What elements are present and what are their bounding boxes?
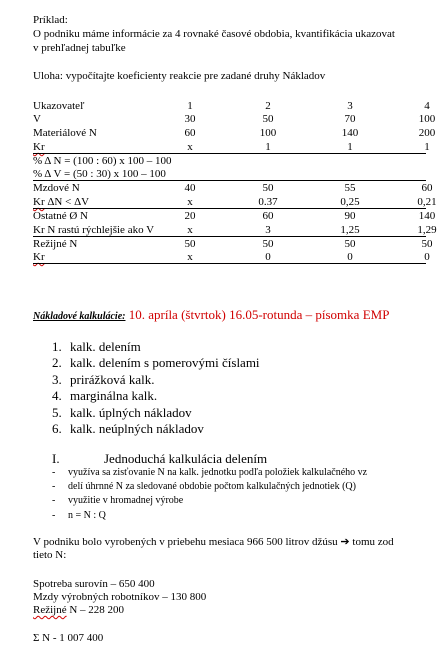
section-roman: I. [52, 451, 60, 466]
calculations-heading [33, 306, 389, 324]
section-title: Jednoduchá kalkulácia delením [104, 451, 268, 466]
table-rule [33, 236, 426, 237]
table-row-label: Kr N rastú rýchlejšie ako V [33, 224, 155, 236]
table-cell: 1 [347, 141, 353, 153]
table-cell: 30 [184, 113, 196, 125]
table-cell: 200 [418, 127, 436, 139]
method-label: prirážková kalk. [70, 371, 155, 387]
exam-note: 10. apríla (štvrtok) 16.05-rotunda – písomka EMP [125, 307, 390, 322]
table-cell: 140 [341, 127, 359, 139]
table-cell: 0,25 [340, 196, 360, 208]
spell-flag: Kr [33, 251, 45, 263]
table-cell: 50 [344, 238, 356, 250]
table-rule [33, 153, 426, 154]
table-cell: 60 [262, 210, 274, 222]
table-cell: 60 [184, 127, 196, 139]
overhead-word: Režijné [33, 604, 67, 616]
spell-flag: Kr [33, 196, 45, 208]
table-cell: 1 [424, 141, 430, 153]
table-rule [33, 208, 426, 209]
method-label: kalk. delením s pomerovými číslami [70, 355, 260, 371]
table-row-label: Režijné N [33, 238, 78, 250]
table-cell: 1,29 [417, 224, 437, 236]
intro-line-1: O podniku máme informácie za 4 rovnaké časové obdobia, kvantifikácia ukazovat [33, 28, 395, 40]
example-line-2: tieto N: [33, 549, 67, 561]
table-cell: 3 [347, 100, 353, 112]
table-row-label: Materiálové N [33, 127, 97, 139]
table-cell: x [187, 251, 193, 263]
table-row-label: % Δ V = (50 : 30) x 100 – 100 [33, 168, 166, 180]
cost-total: Σ N - 1 007 400 [33, 632, 104, 644]
table-row-label: Ostatné Ø N [33, 210, 88, 222]
cost-item-overhead: Režijné N – 228 200 [33, 604, 125, 616]
table-cell: 3 [265, 224, 271, 236]
section-bullet [52, 510, 106, 522]
table-row-label: V [33, 113, 41, 125]
task-text: Uloha: vypočítajte koeficienty reakcie pre zadané druhy Nákladov [33, 70, 326, 82]
table-cell: 70 [344, 113, 356, 125]
table-cell: 0 [424, 251, 430, 263]
section-bullet [52, 495, 183, 507]
example-line-1: V podniku bolo vyrobených v priebehu mesiaca 966 500 litrov džúsu ➔ tomu zod [33, 536, 394, 548]
table-row-label: Kr ΔN < ΔV [33, 196, 90, 208]
dash-bullet-icon: - [52, 467, 56, 478]
table-cell: 20 [184, 210, 196, 222]
method-number: 2. [52, 355, 62, 371]
dash-bullet-icon: - [52, 495, 56, 507]
table-row-label: Mzdové N [33, 182, 80, 194]
method-label: marginálna kalk. [70, 388, 158, 404]
table-cell: 2 [265, 100, 271, 112]
table-cell: x [187, 196, 193, 208]
method-label: kalk. delením [70, 339, 141, 354]
table-cell: 140 [418, 210, 436, 222]
bullet-text: delí úhrnné N za sledované obdobie počtom kalkulačných jednotiek (Q) [68, 481, 356, 493]
cost-item-materials: Spotreba surovín – 650 400 [33, 578, 155, 590]
table-cell: 50 [421, 238, 433, 250]
table-cell: 4 [424, 100, 430, 112]
table-cell: 50 [262, 182, 274, 194]
intro-line-2: v prehľadnej tabuľke [33, 42, 126, 54]
table-rule [33, 180, 426, 181]
table-cell: 55 [344, 182, 356, 194]
table-cell: x [187, 224, 193, 236]
method-item [52, 405, 192, 421]
table-cell: x [187, 141, 193, 153]
table-cell: 100 [418, 113, 436, 125]
table-cell: 100 [259, 127, 277, 139]
method-number: 4. [52, 388, 62, 404]
table-cell: 50 [184, 238, 196, 250]
method-label: kalk. úplných nákladov [70, 404, 192, 420]
table-cell: 40 [184, 182, 196, 194]
table-cell: 0,21 [417, 196, 437, 208]
dash-bullet-icon: - [52, 509, 56, 521]
table-rule [33, 263, 426, 264]
bullet-text: n = N : Q [68, 509, 106, 521]
method-item [52, 421, 204, 437]
bullet-text: využíva sa zisťovanie N na kalk. jednotku podľa položiek kalkulačného vz [68, 467, 368, 478]
method-item [52, 355, 260, 371]
table-cell: 1 [187, 100, 193, 112]
table-row-label: % Δ N = (100 : 60) x 100 – 100 [33, 155, 172, 167]
section-bullet [52, 481, 356, 493]
table-cell: 50 [262, 113, 274, 125]
method-number: 5. [52, 404, 62, 420]
table-cell: 90 [344, 210, 356, 222]
spell-flag: Kr [33, 141, 45, 153]
table-cell: 1 [265, 141, 271, 153]
table-cell: 0 [347, 251, 353, 263]
method-item [52, 339, 141, 355]
cost-item-wages: Mzdy výrobných robotníkov – 130 800 [33, 591, 207, 603]
table-cell: 1,25 [340, 224, 360, 236]
bullet-text: využitie v hromadnej výrobe [68, 495, 184, 507]
method-item [52, 372, 154, 388]
example-heading: Príklad: [33, 14, 68, 26]
method-number: 1. [52, 339, 62, 354]
method-number: 3. [52, 371, 62, 387]
table-cell: 60 [421, 182, 433, 194]
calculations-title: Nákladové kalkulácie: [33, 311, 126, 322]
table-cell: 50 [262, 238, 274, 250]
table-cell: 0 [265, 251, 271, 263]
dash-bullet-icon: - [52, 481, 56, 493]
method-item [52, 388, 157, 404]
table-cell: 0.37 [258, 196, 278, 208]
method-label: kalk. neúplných nákladov [70, 421, 204, 436]
method-number: 6. [52, 421, 62, 436]
section-bullet [52, 467, 367, 479]
table-row-label: Ukazovateľ [33, 100, 85, 112]
